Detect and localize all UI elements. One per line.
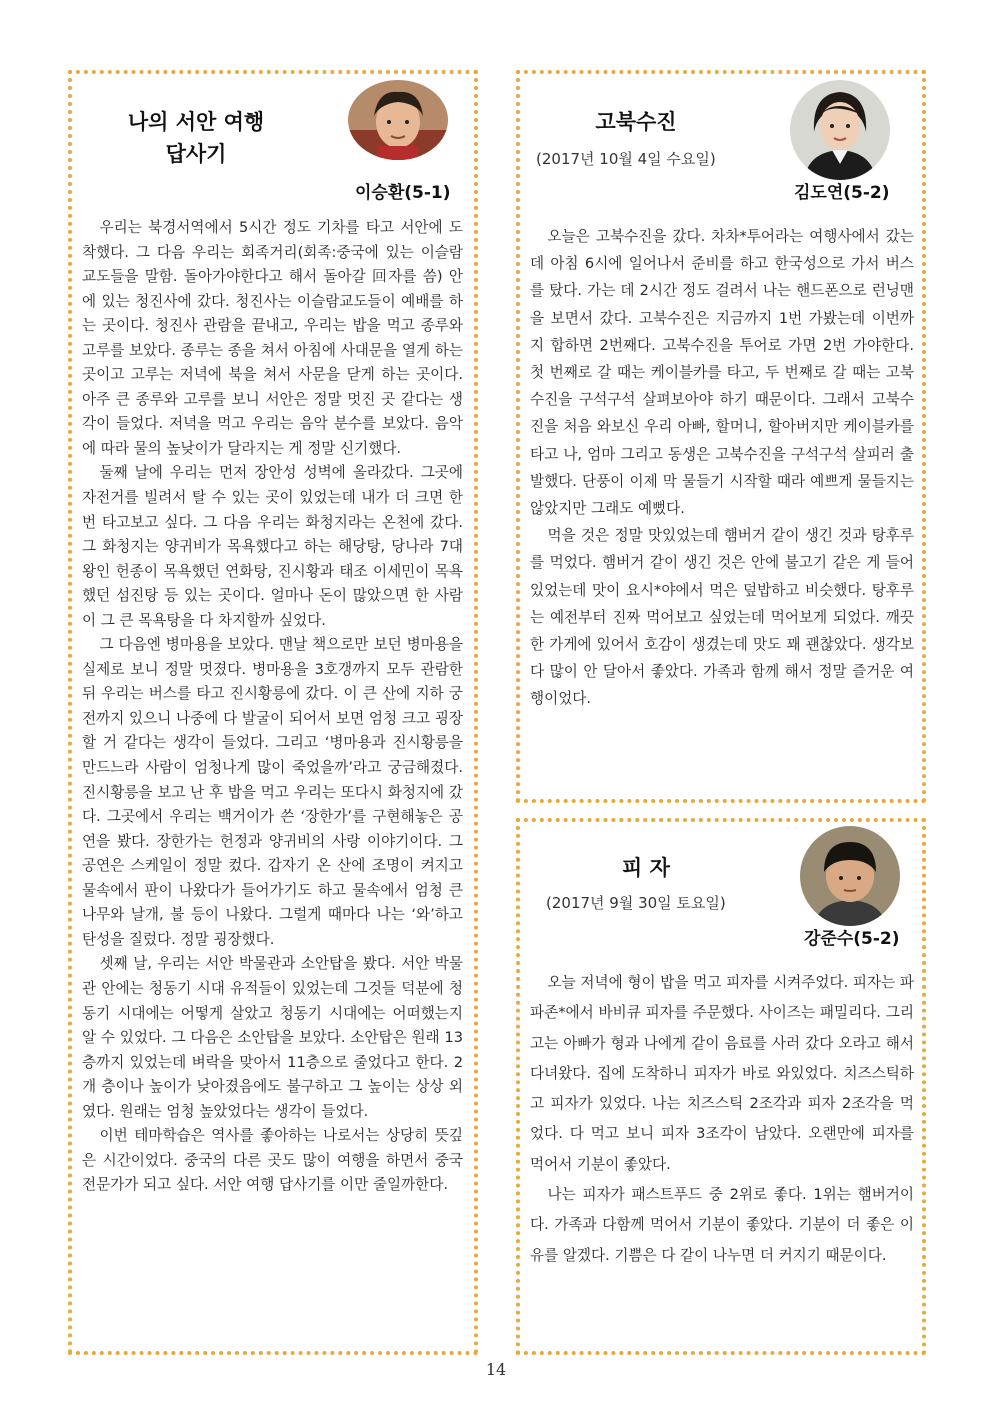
left-box-right-border xyxy=(474,70,478,1355)
right-top-article-author: 김도연(5-2) xyxy=(794,183,890,203)
right-top-paragraph-2: 먹을 것은 정말 맛있었는데 햄버거 같이 생긴 것과 탕후루를 먹었다. 햄버거 같이 생긴 것은 안에 불고기 같은 게 들어있었는데 맛이 요시*야에서 먹은 덮밥하고 비슷했다. 탕후루는 예전부터 진짜 먹어보고 싶었는데 먹어보게 되었다. 깨끗한 가게에 있어서 호감이 생겼는데 맛도 꽤 괜찮았다. 생각보다 많이 안 달아서 좋았다. 가족과 함께 해서 정말 즐거운 여행이었다. xyxy=(530,527,914,708)
right-bottom-paragraph-1: 오늘 저녁에 형이 밥을 먹고 피자를 시켜주었다. 피자는 파파존*에서 바비큐 피자를 주문했다. 사이즈는 패밀리다. 그리고는 아빠가 형과 나에게 같이 음료를 사러 갔다 오라고 해서 다녀왔다. 집에 도착하니 피자가 바로 와있었다. 치즈스틱하고 피자가 있었다. 나는 치즈스틱 2조각과 피자 2조각을 먹었다. 다 먹고 보니 피자 3조각이 남았다. 오랜만에 피자를 먹어서 기분이 좋았다. xyxy=(530,974,914,1173)
left-article-title-line2: 답사기 xyxy=(165,142,227,166)
left-paragraph-1: 우리는 북경서역에서 5시간 정도 기차를 타고 서안에 도착했다. 그 다음 우리는 회족거리(회족:중국에 있는 이슬람교도들을 말함. 돌아가야한다고 해서 돌아갈 回자를 씀) 안에 있는 청진사에 갔다. 청진사는 이슬람교도들이 예배를 하는 곳이다. 청진사 관람을 끝내고, 우리는 밥을 먹고 종루와 고루를 보았다. 종루는 종을 쳐서 아침에 사대문을 열게 하는 곳이고 고루는 저녁에 북을 쳐서 사문을 닫게 하는 곳이다. 아주 큰 종루와 고루를 보니 서안은 정말 멋진 곳 같다는 생각이 들었다. 저녁을 먹고 우리는 음악 분수를 보았다. 음악에 따라 물의 높낮이가 달라지는 게 정말 신기했다. xyxy=(82,219,463,457)
left-article-body xyxy=(82,216,463,1198)
right-top-box-left-border xyxy=(516,70,520,803)
right-bottom-article-body xyxy=(530,968,914,1271)
author-photo-kim xyxy=(790,80,890,180)
author-photo-lee xyxy=(348,80,448,160)
left-box-top-border xyxy=(68,70,478,74)
left-article-title-line1: 나의 서안 여행 xyxy=(127,110,265,134)
right-bottom-article-title: 피 자 xyxy=(622,856,670,880)
left-paragraph-5: 이번 테마학습은 역사를 좋아하는 나로서는 상당히 뜻깊은 시간이었다. 중국의 다른 곳도 많이 여행을 하면서 중국 전문가가 되고 싶다. 서안 여행 답사기를 이만 줄일까한다. xyxy=(82,1127,463,1194)
right-top-paragraph-1: 오늘은 고북수진을 갔다. 차차*투어라는 여행사에서 갔는데 아침 6시에 일어나서 준비를 하고 한국성으로 가서 버스를 탔다. 가는 데 2시간 정도 걸려서 나는 핸드폰으로 런닝맨을 보면서 갔다. 고북수진은 지금까지 1번 가봤는데 이번까지 합하면 2번째다. 고북수진을 투어로 가면 2번 가야한다. 첫 번째로 갈 때는 케이블카를 타고, 두 번째로 갈 때는 고북수진을 구석구석 살펴보아야 하기 때문이다. 그래서 고북수진을 처음 와보신 우리 아빠, 할머니, 할아버지만 케이블카를 타고 나, 엄마 그리고 동생은 고북수진을 구석구석 살피러 출발했다. 단풍이 이제 막 물들기 시작할 때라 예쁘게 물들지는 않았지만 그래도 예뻤다. xyxy=(530,228,914,518)
right-bottom-box-top-border xyxy=(516,818,926,822)
right-top-box-right-border xyxy=(922,70,926,803)
left-box-left-border xyxy=(68,70,72,1355)
right-top-box-bottom-border xyxy=(516,799,926,803)
right-bottom-box-bottom-border xyxy=(516,1351,926,1355)
right-bottom-article-box xyxy=(516,818,926,1355)
right-bottom-box-right-border xyxy=(922,818,926,1355)
right-top-article-date: (2017년 10월 4일 수요일) xyxy=(536,150,716,168)
left-article-author: 이승환(5-1) xyxy=(355,183,451,203)
left-article-box xyxy=(68,70,478,1355)
left-paragraph-4: 셋째 날, 우리는 서안 박물관과 소안탑을 봤다. 서안 박물관 안에는 청동기 시대 유적들이 있었는데 그것들 덕분에 청동기 시대에는 어떻게 살았고 청동기 시대에는 어떠했는지 알 수 있었다. 그 다음은 소안탑을 보았다. 소안탑은 원래 13층까지 있었는데 벼락을 맞아서 11층으로 줄었다고 한다. 2개 층이나 높이가 낮아졌음에도 불구하고 그 높이는 상상 외였다. 원래는 엄청 높았었다는 생각이 들었다. xyxy=(82,955,463,1120)
right-top-article-title: 고북수진 xyxy=(595,110,677,134)
right-bottom-article-author: 강준수(5-2) xyxy=(804,929,900,949)
right-top-box-top-border xyxy=(516,70,926,74)
left-paragraph-2: 둘째 날에 우리는 먼저 장안성 성벽에 올라갔다. 그곳에 자전거를 빌려서 탈 수 있는 곳이 있었는데 내가 더 크면 한 번 타고보고 싶다. 그 다음 우리는 화청지라는 온천에 갔다. 그 화청지는 양귀비가 목욕했다고 하는 해당탕, 당나라 7대 왕인 헌종이 목욕했던 연화탕, 진시황과 태조 이세민이 목욕했던 섬진탕 등 있는 곳이다. 얼마나 돈이 많았으면 한 사람이 그 큰 목욕탕을 다 차지할까 싶었다. xyxy=(82,464,463,629)
right-bottom-article-date: (2017년 9월 30일 토요일) xyxy=(546,894,726,912)
right-top-article-body xyxy=(530,223,914,713)
right-bottom-paragraph-2: 나는 피자가 패스트푸드 중 2위로 좋다. 1위는 햄버거이다. 가족과 다함께 먹어서 기분이 좋았다. 기분이 더 좋은 이유를 알겠다. 기쁨은 다 같이 나누면 더 커지기 때문이다. xyxy=(530,1186,914,1264)
page-number: 14 xyxy=(485,1360,507,1379)
right-bottom-box-left-border xyxy=(516,818,520,1355)
left-paragraph-3: 그 다음엔 병마용을 보았다. 맨날 책으로만 보던 병마용을 실제로 보니 정말 멋졌다. 병마용을 3호갱까지 모두 관람한 뒤 우리는 버스를 타고 진시황릉에 갔다. 이 큰 산에 지하 궁전까지 있으니 나중에 다 발굴이 되어서 보면 엄청 크고 굉장할 거 같다는 생각이 들었다. 그리고 ‘병마용과 진시황릉을 만드느라 사람이 엄청나게 많이 죽었을까’라고 궁금해졌다. 진시황릉을 보고 난 후 밥을 먹고 우리는 또다시 화청지에 갔다. 그곳에서 우리는 백거이가 쓴 ‘장한가’를 구현해놓은 공연을 봤다. 장한가는 헌정과 양귀비의 사랑 이야기이다. 그 공연은 스케일이 정말 컸다. 갑자기 온 산에 조명이 켜지고 물속에서 판이 나왔다가 들어가기도 하고 물속에서 엄청 큰 나무와 날개, 불 등이 나왔다. 그럴게 때마다 나는 ‘와’하고 탄성을 질렀다. 정말 굉장했다. xyxy=(82,636,463,948)
right-top-article-box xyxy=(516,70,926,805)
author-photo-kang xyxy=(800,826,900,926)
left-box-bottom-border xyxy=(68,1351,478,1355)
left-article-title xyxy=(96,106,296,170)
